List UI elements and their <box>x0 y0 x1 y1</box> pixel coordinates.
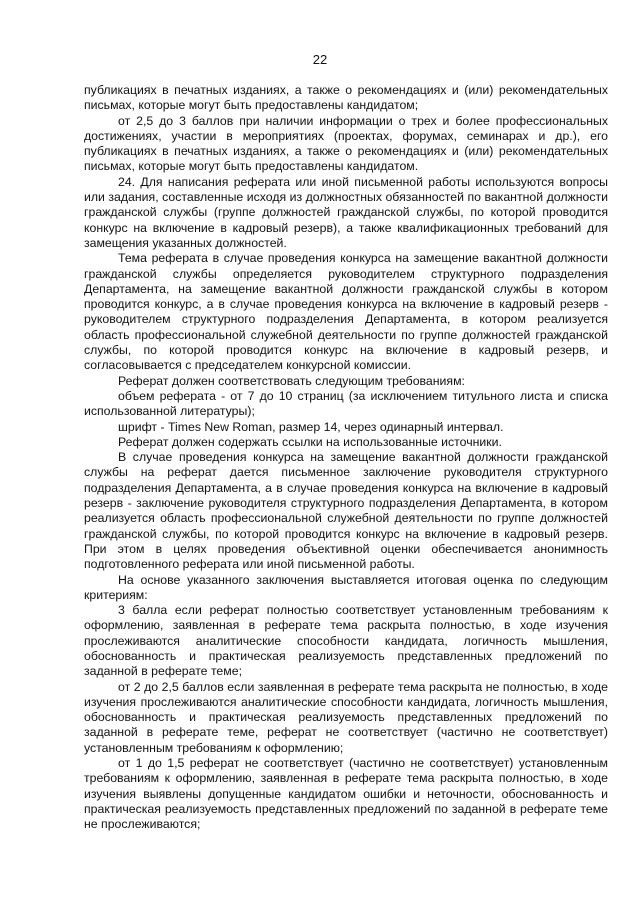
paragraph: от 1 до 1,5 реферат не соответствует (частично не соответствует) установленным требованиям к оформлению, заявленная в реферате тема раскрыта полностью, в ходе изучения выявлены допущенные кандидатом ошибки и неточности, обоснованность и практическая реализуемость представленных предложений по заданной в реферате теме не прослеживаются; <box>84 756 608 832</box>
paragraph: от 2 до 2,5 баллов если заявленная в реферате тема раскрыта не полностью, в ходе изучения прослеживаются аналитические способности кандидата, логичность мышления, обоснованность и практическая реализуемость представленных предложений по заданной в реферате теме, реферат не соответствует (частично не соответствует) установленным требованиям к оформлению; <box>84 679 608 755</box>
paragraph: 3 балла если реферат полностью соответствует установленным требованиям к оформлению, заявленная в реферате тема раскрыта полностью, в ходе изучения прослеживаются аналитические способности кандидата, логичность мышления, обоснованность и практическая реализуемость представленных предложений по заданной в реферате теме; <box>84 603 608 679</box>
paragraph: Тема реферата в случае проведения конкурса на замещение вакантной должности гражданской службы определяется руководителем структурного подразделения Департамента, на замещение вакантной должности гражданской службы в котором проводится конкурс, а в случае проведения конкурса на включение в кадровый резерв - руководителем структурного подразделения Департамента, в котором реализуется область профессиональной служебной деятельности по группе должностей гражданской службы, по которой проводится конкурс на включение в кадровый резерв, и согласовывается с председателем конкурсной комиссии. <box>84 251 608 373</box>
paragraph: шрифт - Times New Roman, размер 14, через одинарный интервал. <box>118 419 504 434</box>
paragraph: На основе указанного заключения выставляется итоговая оценка по следующим критериям: <box>84 572 608 602</box>
paragraph: 24. Для написания реферата или иной письменной работы используются вопросы или задания, составленные исходя из должностных обязанностей по вакантной должности гражданской службы (группе должностей гражданской службы, по которой проводится конкурс на включение в кадровый резерв), а также квалификационных требований для замещения указанных должностей. <box>84 174 608 250</box>
paragraph: публикациях в печатных изданиях, а также о рекомендациях и (или) рекомендательных письмах, которые могут быть предоставлены кандидатом; <box>84 83 608 113</box>
paragraph: Реферат должен соответствовать следующим требованиям: <box>118 373 465 388</box>
paragraph: объем реферата - от 7 до 10 страниц (за исключением титульного листа и списка использованной литературы); <box>84 388 608 419</box>
paragraph: В случае проведения конкурса на замещение вакантной должности гражданской службы на реферат дается письменное заключение руководителя структурного подразделения Департамента, а в случае проведения конкурса на включение в кадровый резерв - заключение руководителя структурного подразделения Департамента, в котором реализуется область профессиональной служебной деятельности по группе должностей гражданской службы, по которой проводится конкурс на включение в кадровый резерв. При этом в целях проведения объективной оценки обеспечивается анонимность подготовленного реферата или иной письменной работы. <box>84 450 608 572</box>
document-body <box>84 83 608 833</box>
page-number: 22 <box>312 52 328 67</box>
paragraph: от 2,5 до 3 баллов при наличии информации о трех и более профессиональных достижениях, участии в мероприятиях (проектах, форумах, семинарах и др.), его публикациях в печатных изданиях, а также о рекомендациях и (или) рекомендательных письмах, которые могут быть предоставлены кандидатом. <box>84 113 608 174</box>
paragraph: Реферат должен содержать ссылки на использованные источники. <box>118 434 502 449</box>
